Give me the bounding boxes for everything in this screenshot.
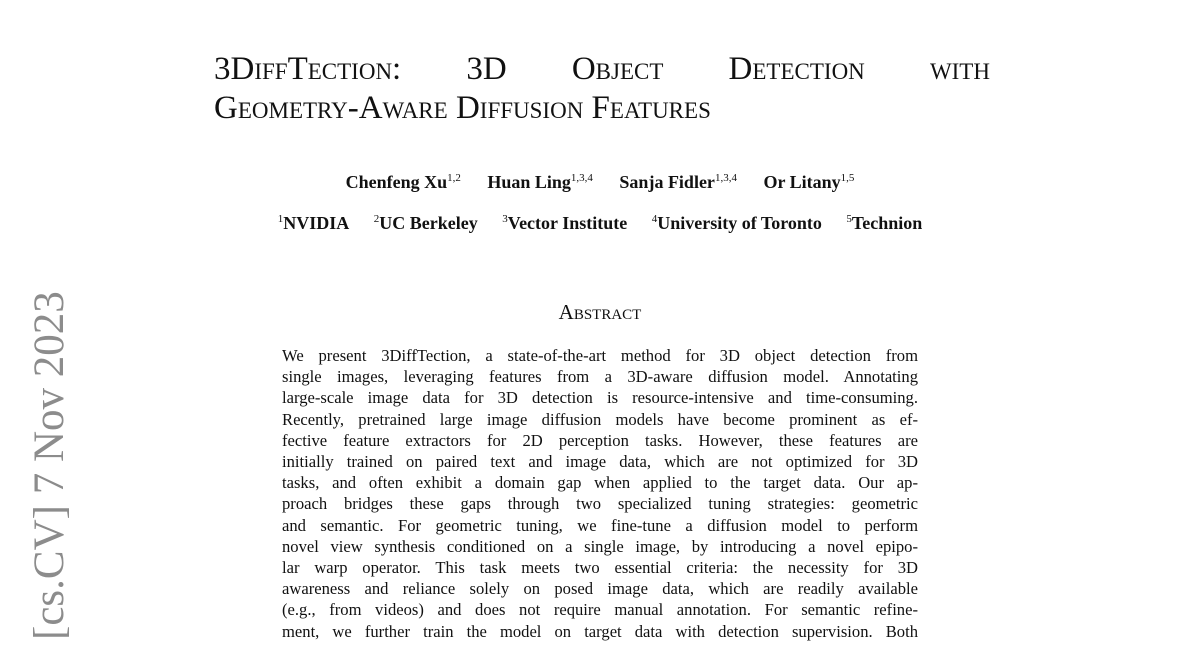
affiliation-number: 2 xyxy=(373,213,380,225)
title-word: Detection xyxy=(728,51,865,87)
author xyxy=(346,172,461,192)
abstract-line: lar warp operator. This task meets two essential criteria: the necessity for 3D xyxy=(282,558,918,578)
author-affiliation-marks: 1,2 xyxy=(447,172,461,184)
abstract-line: tasks, and often exhibit a domain gap when applied to the target data. Our ap- xyxy=(282,473,918,493)
affiliation xyxy=(846,213,922,233)
abstract-line: initially trained on paired text and image data, which are not optimized for 3D xyxy=(282,452,918,472)
abstract-heading: Abstract xyxy=(558,300,642,324)
author xyxy=(763,172,854,192)
abstract-line: single images, leveraging features from a 3D-aware diffusion model. Annotating xyxy=(282,367,918,387)
abstract-line: We present 3DiffTection, a state-of-the-art method for 3D object detection from xyxy=(282,346,918,365)
author-name: Huan Ling xyxy=(487,172,571,192)
author-affiliation-marks: 1,5 xyxy=(840,172,855,184)
abstract-line: (e.g., from videos) and does not require manual annotation. For semantic refine- xyxy=(282,600,918,620)
affiliation-number: 1 xyxy=(277,213,284,225)
affiliation xyxy=(278,213,350,233)
affiliation-number: 4 xyxy=(651,213,658,225)
abstract-line: large-scale image data for 3D detection is resource-intensive and time-consuming. xyxy=(282,388,918,408)
abstract-line: novel view synthesis conditioned on a single image, by introducing a novel epipo- xyxy=(282,536,918,556)
affiliation-list xyxy=(0,212,1200,234)
title-word: 3DiffTection: xyxy=(214,51,402,87)
author-name: Or Litany xyxy=(763,172,841,192)
author-name: Chenfeng Xu xyxy=(345,172,448,192)
affiliation xyxy=(502,213,627,233)
title-line-2: Geometry-Aware Diffusion Features xyxy=(214,90,711,126)
author-name: Sanja Fidler xyxy=(619,172,715,192)
affiliation-name: Technion xyxy=(851,213,923,233)
author xyxy=(487,172,593,192)
title-word: Object xyxy=(571,51,664,87)
abstract-line: proach bridges these gaps through two specialized tuning strategies: geometric xyxy=(282,494,918,514)
abstract-line: fective feature extractors for 2D perception tasks. However, these features are xyxy=(282,430,918,450)
author-list xyxy=(0,171,1200,193)
author xyxy=(619,172,737,192)
affiliation-name: Vector Institute xyxy=(507,213,628,233)
abstract-line: Recently, pretrained large image diffusion models have become prominent as ef- xyxy=(282,409,918,429)
abstract-line: and semantic. For geometric tuning, we fine-tune a diffusion model to perform xyxy=(282,515,918,535)
affiliation xyxy=(652,213,822,233)
affiliation-name: NVIDIA xyxy=(283,213,350,233)
paper-title xyxy=(214,50,990,128)
abstract-line: awareness and reliance solely on posed image data, which are readily available xyxy=(282,579,918,599)
affiliation xyxy=(374,213,478,233)
title-line-1 xyxy=(214,50,990,89)
affiliation-name: UC Berkeley xyxy=(379,213,478,233)
affiliation-number: 5 xyxy=(846,213,852,225)
title-word: 3D xyxy=(466,51,507,87)
affiliation-number: 3 xyxy=(502,213,508,225)
affiliation-name: University of Toronto xyxy=(657,213,822,233)
abstract-line: ment, we further train the model on target data with detection supervision. Both xyxy=(282,621,918,641)
abstract-body xyxy=(282,345,918,642)
arxiv-side-stamp: [cs.CV] 7 Nov 2023 xyxy=(26,291,73,640)
author-affiliation-marks: 1,3,4 xyxy=(714,172,737,184)
title-word: with xyxy=(929,51,990,87)
author-affiliation-marks: 1,3,4 xyxy=(570,172,593,184)
